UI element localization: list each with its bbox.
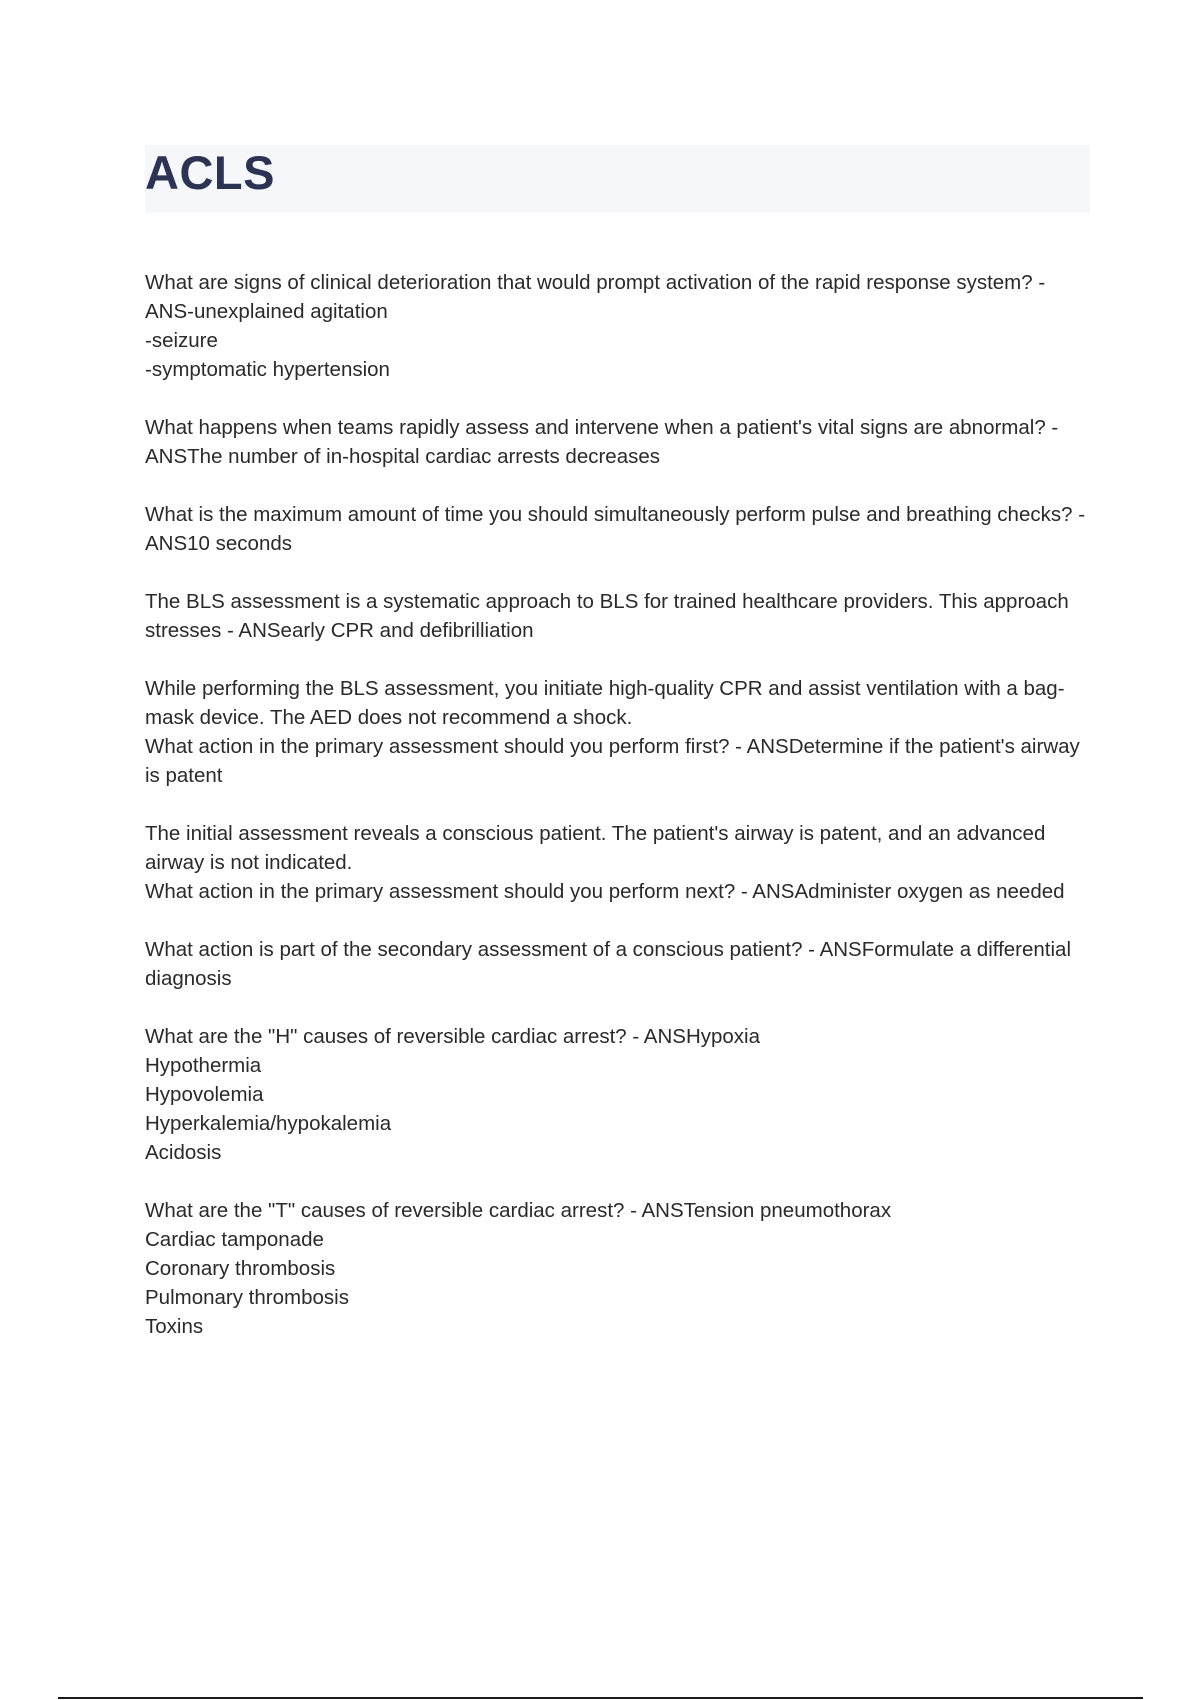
qa-line: Hypothermia [145,1054,262,1077]
qa-item [145,935,1095,993]
qa-line: What is the maximum amount of time you should simultaneously perform pulse and breathing checks? - ANS10 seconds [145,503,1086,555]
qa-item [145,587,1095,645]
qa-line: The initial assessment reveals a conscious patient. The patient's airway is patent, and an advanced airway is not indicated. [145,822,1046,874]
qa-line: What are the "T" causes of reversible cardiac arrest? - ANSTension pneumothorax [145,1199,892,1222]
qa-line: -symptomatic hypertension [145,358,390,381]
qa-line: What are signs of clinical deterioration that would prompt activation of the rapid response system? - ANS-unexplained agitation [145,271,1046,323]
qa-list [145,268,1095,1370]
qa-item [145,500,1095,558]
qa-line: Hyperkalemia/hypokalemia [145,1112,392,1135]
qa-line: What are the "H" causes of reversible cardiac arrest? - ANSHypoxia [145,1025,760,1048]
qa-item [145,674,1095,790]
qa-item [145,413,1095,471]
qa-item [145,1196,1095,1341]
title-band [145,145,1090,213]
qa-line: Cardiac tamponade [145,1228,324,1251]
qa-item [145,268,1095,384]
qa-line: Toxins [145,1315,204,1338]
qa-line: While performing the BLS assessment, you initiate high-quality CPR and assist ventilation with a bag-mask device. The AED does not recommend a shock. [145,677,1065,729]
qa-line: What action in the primary assessment should you perform next? - ANSAdminister oxygen as needed [145,880,1065,903]
qa-line: What happens when teams rapidly assess and intervene when a patient's vital signs are abnormal? - ANSThe number of in-hospital cardiac arrests decreases [145,416,1059,468]
qa-line: Pulmonary thrombosis [145,1286,349,1309]
qa-line: Hypovolemia [145,1083,264,1106]
footer-divider [58,1697,1143,1699]
qa-item [145,1022,1095,1167]
qa-line: Coronary thrombosis [145,1257,336,1280]
qa-line: Acidosis [145,1141,222,1164]
qa-line: What action in the primary assessment should you perform first? - ANSDetermine if the patient's airway is patent [145,735,1080,787]
document-title: ACLS [145,146,275,199]
qa-line: What action is part of the secondary assessment of a conscious patient? - ANSFormulate a differential diagnosis [145,938,1072,990]
qa-line: The BLS assessment is a systematic approach to BLS for trained healthcare providers. This approach stresses - ANSearly CPR and defibrilliation [145,590,1069,642]
qa-line: -seizure [145,329,218,352]
qa-item [145,819,1095,906]
